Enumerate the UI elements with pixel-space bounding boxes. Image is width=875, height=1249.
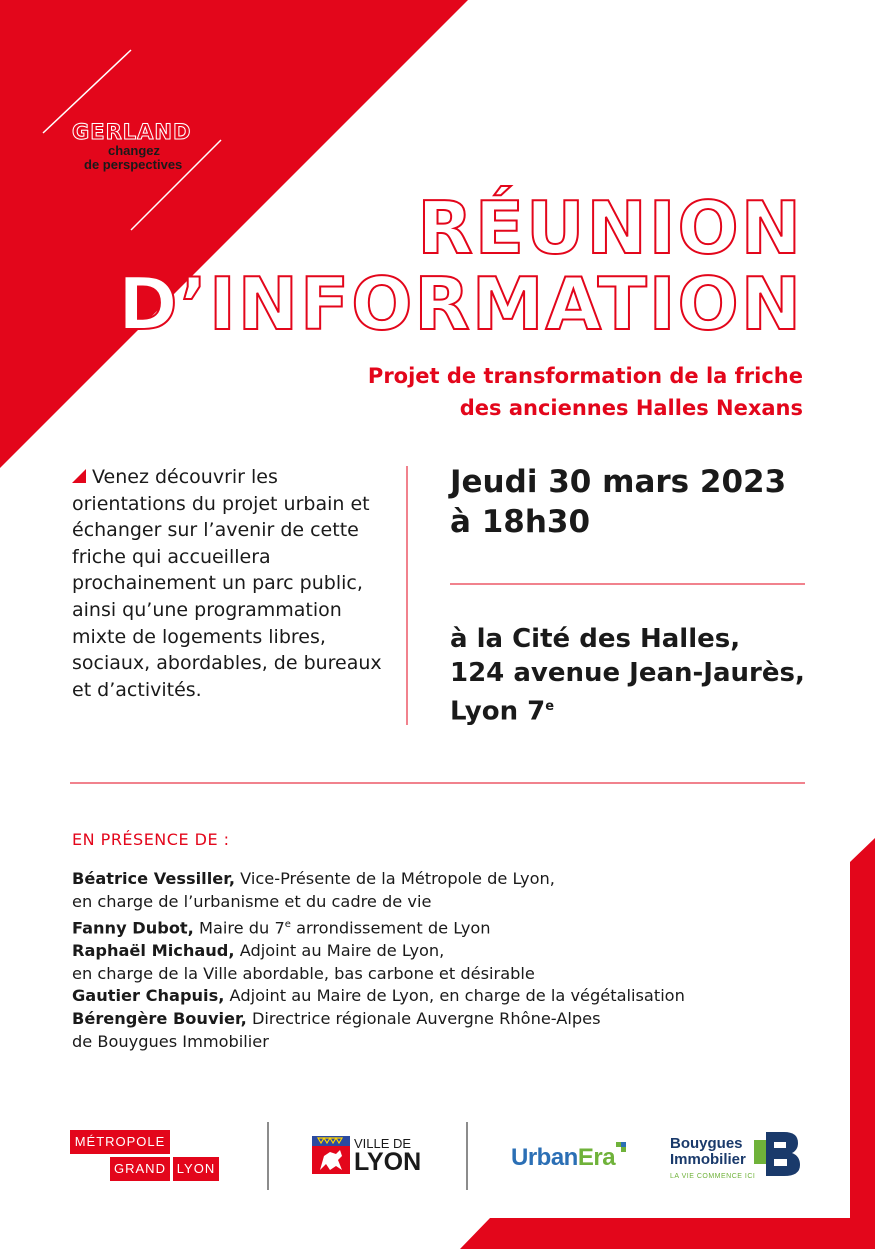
attendee-role: Adjoint au Maire de Lyon, [239,940,445,960]
brand-tagline-line1: changez [108,143,161,158]
immobilier-label: Immobilier [670,1151,746,1168]
subtitle-line1: Projet de transformation de la friche [367,364,803,388]
era-label: Era [577,1144,616,1171]
attendee-name: Béatrice Vessiller, [72,869,235,888]
metropole-lyon-label: LYON [173,1157,219,1181]
title-line1: RÉUNION [417,186,803,270]
event-place-line1: à la Cité des Halles, [450,624,741,654]
subtitle [283,360,803,424]
gerland-brand [72,120,191,172]
attendee-role: Vice-Présente de la Métropole de Lyon, [240,869,555,888]
attendee-role-cont: de Bouygues Immobilier [72,1031,269,1051]
bouygues-logo [670,1130,805,1186]
metropole-label: MÉTROPOLE [70,1130,170,1154]
brand-tagline-line2: de perspectives [84,157,183,172]
ordinal-sup: e [545,699,555,714]
metropole-logo [70,1130,220,1182]
attendee-item [72,940,812,963]
attendee-item [72,1008,812,1031]
triangle-bullet-icon [72,469,86,483]
intro-text: Venez découvrir les orientations du projet urbain et échanger sur l’avenir de cette friche qui accueillera prochainement un parc public, ainsi qu’une programmation mixte de logements libres, sociaux, abordables, de bureaux et d’activités. [72,466,382,701]
ville-de-lyon-logo [312,1136,422,1176]
attendee-item [72,985,812,1008]
event-date-line2: à 18h30 [450,504,591,540]
attendee-name: Bérengère Bouvier, [72,1009,247,1029]
lyon-lion-emblem-icon [312,1136,350,1174]
attendee-item [72,868,812,891]
bouygues-b-icon [754,1130,802,1178]
attendee-name: Gautier Chapuis, [72,986,225,1006]
attendee-role: Directrice régionale Auvergne Rhône-Alpes [251,1009,601,1029]
attendee-role: Adjoint au Maire de Lyon, en charge de la végétalisation [229,986,685,1006]
ville-de-label: VILLE DE [354,1136,412,1151]
attendee-item [72,914,812,940]
urbanera-logo [511,1144,615,1172]
event-place-line2: 124 avenue Jean-Jaurès, [450,658,805,688]
event-date [450,462,830,542]
intro-paragraph [72,464,392,703]
bouygues-label: Bouygues [670,1135,743,1152]
attendee-role: arrondissement de Lyon [296,917,491,937]
urbanera-square-icon [616,1142,626,1152]
attendee-name: Fanny Dubot, [72,917,194,937]
event-date-line1: Jeudi 30 mars 2023 [450,464,787,500]
attendee-list [72,868,812,1054]
urban-label: Urban [511,1144,578,1171]
event-place-line3: Lyon 7e [450,696,555,727]
metropole-grand-label: GRAND [110,1157,170,1181]
event-place [450,622,830,729]
lyon-label: LYON [354,1148,422,1176]
subtitle-line2: des anciennes Halles Nexans [459,396,803,420]
presence-heading: EN PRÉSENCE DE : [72,830,230,849]
attendee-role: Maire du 7 [198,917,285,937]
gerland-logo-text: GERLAND [72,120,192,144]
bouygues-tagline: LA VIE COMMENCE ICI [670,1173,756,1180]
title-line2: D’INFORMATION [117,262,803,346]
attendee-role-cont: en charge de la Ville abordable, bas carbone et désirable [72,963,535,983]
ordinal-sup: e [284,918,291,930]
attendee-name: Raphaël Michaud, [72,940,235,960]
attendee-role-cont: en charge de l’urbanisme et du cadre de vie [72,891,432,911]
